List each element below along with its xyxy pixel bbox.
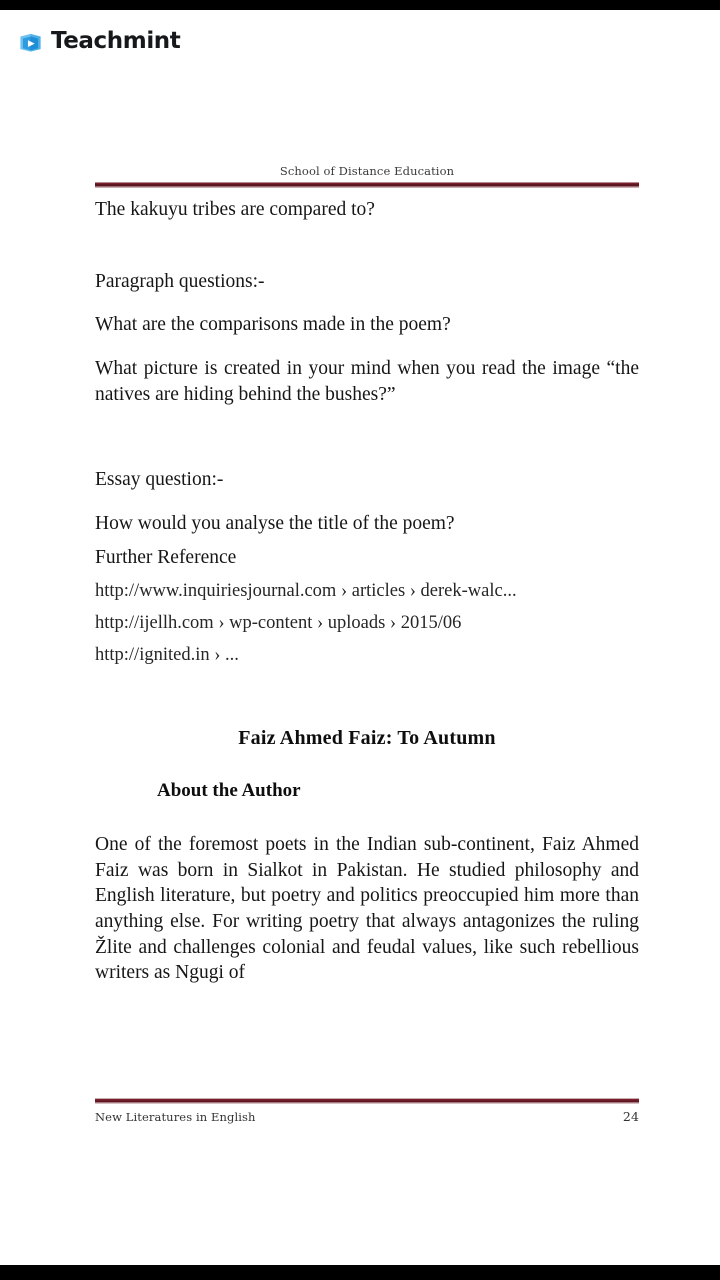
section-title: Faiz Ahmed Faiz: To Autumn xyxy=(238,726,496,749)
author-biography-paragraph: One of the foremost poets in the Indian sub-continent, Faiz Ahmed Faiz was born in Sialkot in Pakistan. He studied philosophy and English literature, but poetry and politics preoccupied him more than anything else. For writing poetry that always antagonizes the ruling Žlite and challenges colonial and feudal values, like such rebellious writers as Ngugi of xyxy=(95,833,639,984)
reference-link-3: http://ignited.in › ... xyxy=(95,644,239,665)
subsection-title-about-the-author: About the Author xyxy=(157,779,301,801)
footer-page-number: 24 xyxy=(622,1109,639,1124)
spacer xyxy=(95,802,639,832)
spacer xyxy=(95,750,639,780)
question-analyse-title: How would you analyse the title of the poem? xyxy=(95,513,455,535)
document-footer xyxy=(95,1098,639,1124)
spacer xyxy=(95,294,639,312)
question-picture-image: What picture is created in your mind when you read the image “the natives are hiding behind the bushes?” xyxy=(95,358,639,405)
document-body xyxy=(95,188,639,986)
footer-book-title: New Literatures in English xyxy=(95,1110,256,1124)
question-comparisons: What are the comparisons made in the poem? xyxy=(95,314,451,336)
reference-link-1: http://www.inquiriesjournal.com › articles › derek-walc... xyxy=(95,580,517,601)
spacer xyxy=(95,493,639,511)
spacer xyxy=(95,667,639,727)
spacer xyxy=(95,223,639,269)
reference-link-2: http://ijellh.com › wp-content › uploads › 2015/06 xyxy=(95,612,462,633)
running-head: School of Distance Education xyxy=(279,164,455,178)
question-kakuyu: The kakuyu tribes are compared to? xyxy=(95,198,375,220)
teachmint-watermark xyxy=(10,20,196,63)
spacer xyxy=(95,571,639,579)
further-reference-heading: Further Reference xyxy=(95,546,237,568)
document-sheet xyxy=(95,165,639,986)
essay-question-heading: Essay question:- xyxy=(95,469,224,491)
paragraph-questions-heading: Paragraph questions:- xyxy=(95,270,265,292)
spacer xyxy=(95,603,639,611)
spacer xyxy=(95,338,639,356)
teachmint-book-play-logo-icon xyxy=(17,28,44,55)
spacer xyxy=(95,635,639,643)
spacer xyxy=(95,407,639,467)
scanned-page-canvas xyxy=(0,10,720,1265)
spacer xyxy=(95,537,639,545)
footer-row xyxy=(95,1104,639,1124)
teachmint-brand-label: Teachmint xyxy=(51,28,181,54)
